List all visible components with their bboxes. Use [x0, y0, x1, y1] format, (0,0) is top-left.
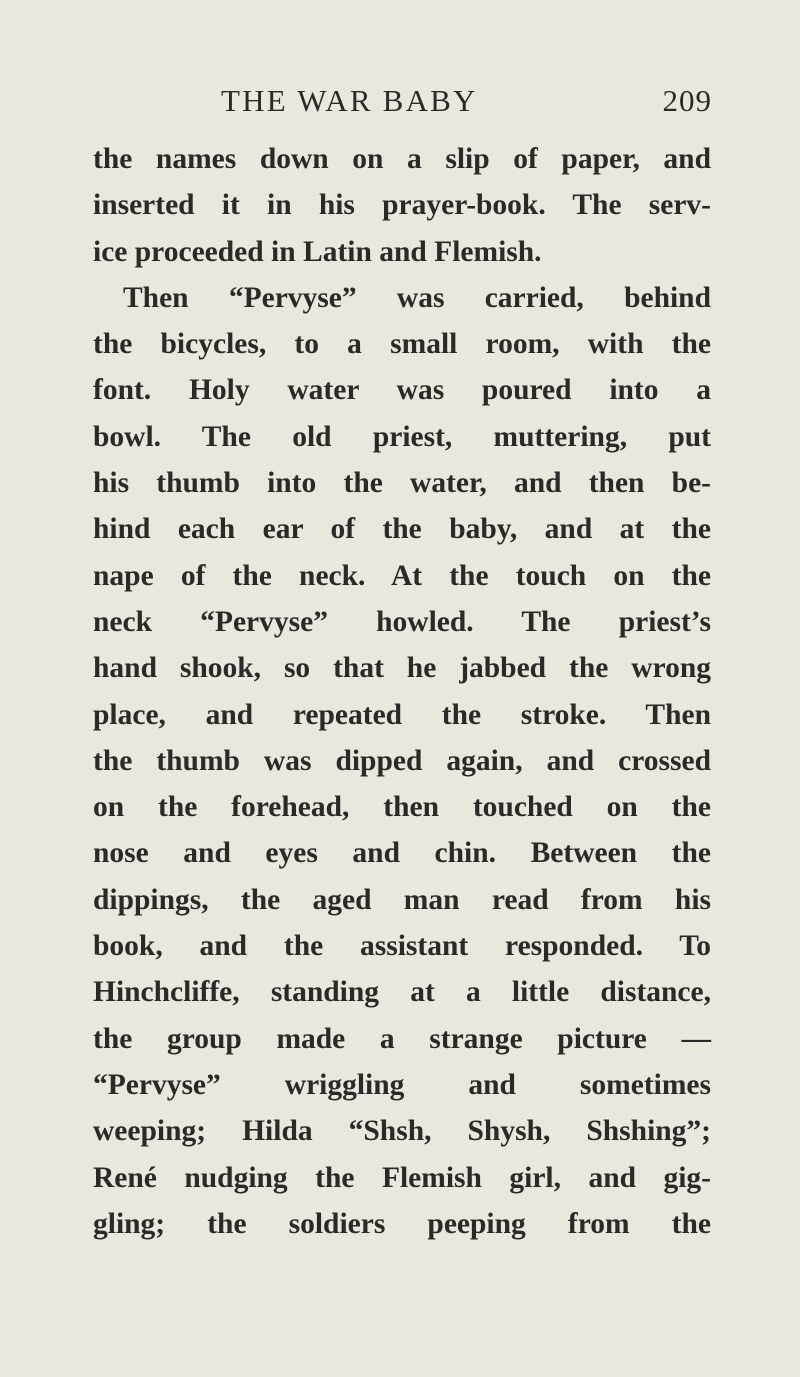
text-line: nape of the neck. At the touch on the [93, 559, 711, 592]
body-text [93, 136, 711, 1247]
text-line: dippings, the aged man read from his [93, 883, 711, 916]
text-line: inserted it in his prayer-book. The serv- [93, 189, 711, 222]
text-line: the group made a strange picture — [93, 1022, 711, 1055]
text-line: his thumb into the water, and then be- [93, 467, 711, 500]
running-title: THE WAR BABY [221, 83, 478, 118]
text-line: the thumb was dipped again, and crossed [93, 744, 711, 777]
text-line: place, and repeated the stroke. Then [93, 698, 711, 731]
text-line: on the forehead, then touched on the [93, 791, 711, 824]
text-line: neck “Pervyse” howled. The priest’s [93, 605, 711, 638]
text-line: hand shook, so that he jabbed the wrong [93, 652, 711, 685]
text-line: gling; the soldiers peeping from the [93, 1207, 711, 1240]
text-line: the names down on a slip of paper, and [93, 143, 711, 175]
text-line: hind each ear of the baby, and at the [93, 513, 711, 546]
text-line: book, and the assistant responded. To [93, 930, 711, 963]
text-line: Then “Pervyse” was carried, behind [123, 281, 711, 314]
page-number: 209 [662, 83, 712, 118]
text-line: weeping; Hilda “Shsh, Shysh, Shshing”; [93, 1115, 711, 1148]
running-head [0, 76, 800, 126]
text-line: Hinchcliffe, standing at a little distance, [93, 976, 711, 1009]
text-line: “Pervyse” wriggling and sometimes [93, 1068, 711, 1101]
text-line: font. Holy water was poured into a [93, 374, 711, 407]
text-line: ice proceeded in Latin and Flemish. [93, 235, 542, 268]
text-line: nose and eyes and chin. Between the [93, 837, 711, 870]
text-line: the bicycles, to a small room, with the [93, 328, 711, 361]
text-line: René nudging the Flemish girl, and gig- [93, 1161, 711, 1194]
text-line: bowl. The old priest, muttering, put [93, 420, 711, 453]
